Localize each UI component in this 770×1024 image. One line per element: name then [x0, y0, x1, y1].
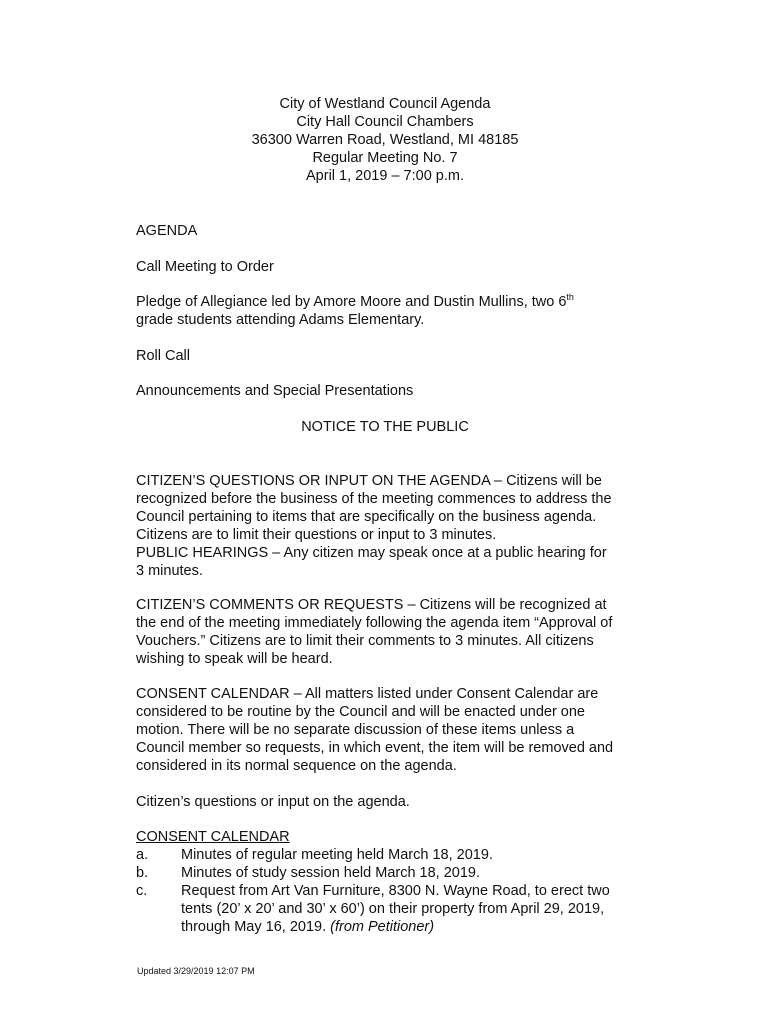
- text-line: wishing to speak will be heard.: [136, 651, 333, 667]
- consent-calendar-title: CONSENT CALENDAR: [136, 829, 290, 845]
- notice-heading: NOTICE TO THE PUBLIC: [301, 419, 469, 435]
- pledge-line-1: Pledge of Allegiance led by Amore Moore and Dustin Mullins, two 6th: [136, 292, 574, 310]
- citizens-questions-paragraph: [136, 472, 636, 580]
- text-line: CITIZEN’S QUESTIONS OR INPUT ON THE AGENDA – Citizens will be: [136, 473, 602, 489]
- text-line: Vouchers.” Citizens are to limit their comments to 3 minutes. All citizens: [136, 633, 594, 649]
- header-date: April 1, 2019 – 7:00 p.m.: [306, 168, 464, 184]
- header-meeting-number: Regular Meeting No. 7: [312, 150, 458, 166]
- roll-call: Roll Call: [136, 348, 190, 364]
- consent-notice-paragraph: [136, 685, 636, 775]
- text-line: Request from Art Van Furniture, 8300 N. Wayne Road, to erect two: [181, 883, 610, 899]
- agenda-heading: AGENDA: [136, 223, 198, 239]
- text-line: through May 16, 2019. (from Petitioner): [181, 919, 435, 935]
- text-line: recognized before the business of the meeting commences to address the: [136, 491, 612, 507]
- citizens-input-line: Citizen’s questions or input on the agenda.: [136, 794, 410, 810]
- header-title: City of Westland Council Agenda: [279, 96, 491, 112]
- text-line: motion. There will be no separate discussion of these items unless a: [136, 722, 575, 738]
- text-line: CONSENT CALENDAR – All matters listed under Consent Calendar are: [136, 686, 599, 702]
- pledge-line-2: grade students attending Adams Elementary.: [136, 312, 425, 328]
- header-address: 36300 Warren Road, Westland, MI 48185: [251, 132, 519, 148]
- header-location: City Hall Council Chambers: [296, 114, 474, 130]
- updated-footer: Updated 3/29/2019 12:07 PM: [137, 966, 255, 976]
- text-line: Citizens are to limit their questions or input to 3 minutes.: [136, 527, 497, 543]
- announcements: Announcements and Special Presentations: [136, 383, 414, 399]
- citizens-comments-paragraph: [136, 596, 636, 668]
- text-line: Council member so requests, in which event, the item will be removed and: [136, 740, 614, 756]
- text-line: CITIZEN’S COMMENTS OR REQUESTS – Citizens will be recognized at: [136, 597, 607, 613]
- item-letter: b.: [136, 865, 149, 881]
- text-line: considered in its normal sequence on the agenda.: [136, 758, 457, 774]
- call-to-order: Call Meeting to Order: [136, 259, 274, 275]
- text-line: PUBLIC HEARINGS – Any citizen may speak once at a public hearing for: [136, 545, 607, 561]
- agenda-header: [0, 95, 770, 185]
- text-line: Minutes of study session held March 18, 2019.: [181, 865, 481, 881]
- text-line: tents (20’ x 20’ and 30’ x 60’) on their property from April 29, 2019,: [181, 901, 605, 917]
- text-line: Council pertaining to items that are specifically on the business agenda.: [136, 509, 597, 525]
- item-text: [181, 846, 493, 864]
- item-text: [181, 882, 610, 936]
- item-note: (from Petitioner): [330, 919, 435, 935]
- text-line: considered to be routine by the Council and will be enacted under one: [136, 704, 585, 720]
- text-line: the end of the meeting immediately following the agenda item “Approval of: [136, 615, 613, 631]
- text-line: 3 minutes.: [136, 563, 203, 579]
- text-line: Minutes of regular meeting held March 18, 2019.: [181, 847, 493, 863]
- item-text: [181, 864, 480, 882]
- item-letter: a.: [136, 847, 149, 863]
- pledge-paragraph: [136, 293, 636, 329]
- item-letter: c.: [136, 883, 148, 899]
